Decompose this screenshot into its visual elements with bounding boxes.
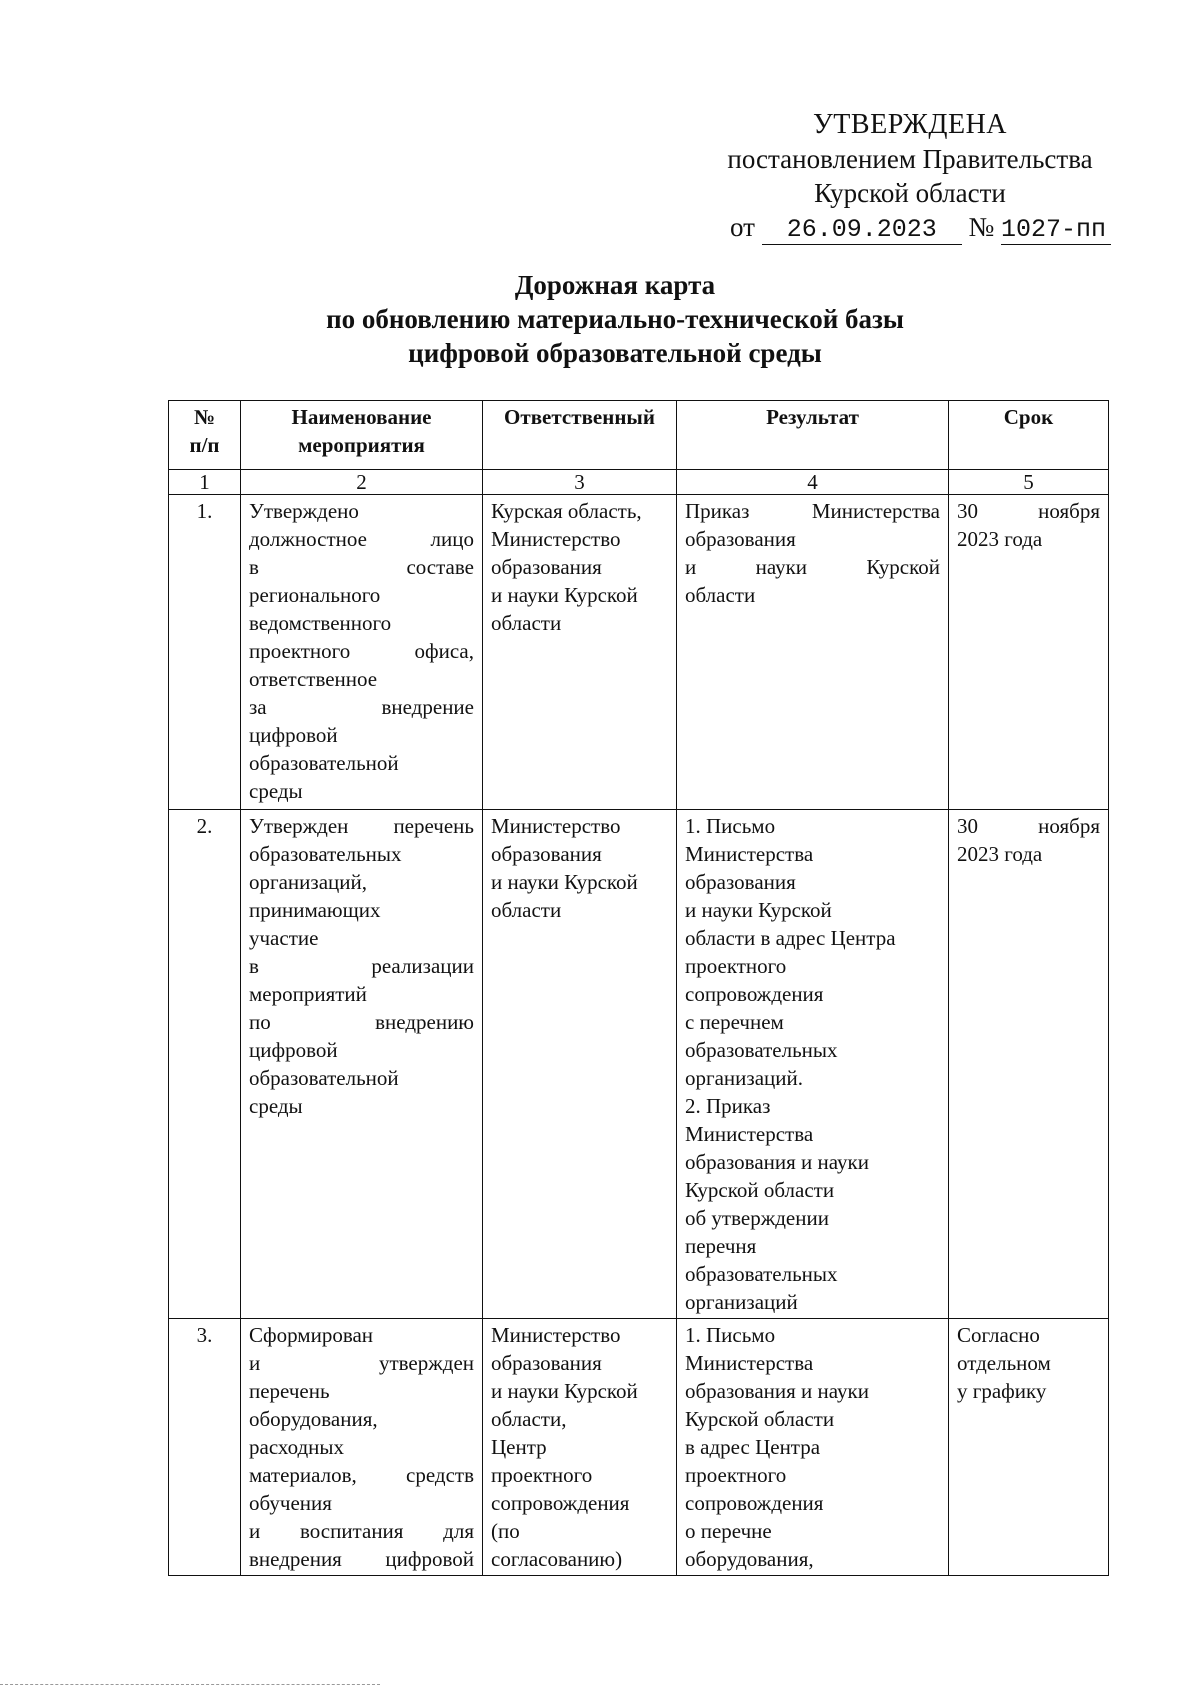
result-line: Курской области	[685, 1407, 835, 1431]
result-line: и науки Курской	[685, 898, 832, 922]
roadmap-table	[168, 400, 1109, 1576]
name-line: образовательной	[249, 1066, 399, 1090]
result-line: сопровождения	[685, 982, 824, 1006]
header-responsible: Ответственный	[483, 401, 677, 470]
result-line: сопровождения	[685, 1491, 824, 1515]
cell-name	[241, 810, 483, 1319]
responsible-line: образования	[491, 555, 602, 579]
result-line: проектного	[685, 954, 787, 978]
cell-deadline	[949, 495, 1109, 810]
responsible-line: области,	[491, 1407, 567, 1431]
row-number: 3.	[169, 1319, 241, 1576]
name-line: в составе	[249, 555, 474, 579]
document-title	[0, 268, 1200, 370]
deadline-line: 30 ноября	[957, 499, 1100, 523]
responsible-line: и науки Курской	[491, 583, 638, 607]
responsible-line: Центр	[491, 1435, 547, 1459]
responsible-line: и науки Курской	[491, 870, 638, 894]
responsible-line: образования	[491, 842, 602, 866]
name-line: перечень	[249, 1379, 330, 1403]
responsible-line: области	[491, 898, 562, 922]
name-line: материалов, средств	[249, 1463, 474, 1487]
name-line: участие	[249, 926, 319, 950]
deadline-line: 2023 года	[957, 527, 1043, 551]
cell-responsible	[483, 1319, 677, 1576]
name-line: Утверждено	[249, 499, 359, 523]
cell-result	[677, 495, 949, 810]
name-line: цифровой	[249, 723, 338, 747]
header-num-line-1: №	[193, 405, 216, 429]
result-line: области	[685, 583, 756, 607]
column-number: 5	[949, 470, 1109, 495]
name-line: среды	[249, 1094, 303, 1118]
deadline-line: Согласно	[957, 1323, 1040, 1347]
cell-responsible	[483, 495, 677, 810]
responsible-line: (по	[491, 1519, 520, 1543]
result-line: образования	[685, 527, 796, 551]
approval-line-1: постановлением Правительства	[727, 144, 1093, 174]
result-line: образовательных	[685, 1262, 838, 1286]
result-line: образования	[685, 870, 796, 894]
result-line: проектного	[685, 1463, 787, 1487]
name-line: ведомственного	[249, 611, 392, 635]
approval-from-label: от	[730, 212, 755, 242]
column-number: 2	[241, 470, 483, 495]
result-line: области в адрес Центра	[685, 926, 896, 950]
page-footer-rule	[0, 1684, 380, 1685]
cell-deadline	[949, 1319, 1109, 1576]
result-line: о перечне	[685, 1519, 772, 1543]
result-line: с перечнем	[685, 1010, 784, 1034]
result-line: оборудования,	[685, 1547, 814, 1571]
responsible-line: Министерство	[491, 1323, 621, 1347]
result-line: образовательных	[685, 1038, 838, 1062]
responsible-line: области	[491, 611, 562, 635]
name-line: и воспитания для	[249, 1519, 474, 1543]
header-name-line-1: Наименование	[291, 405, 432, 429]
name-line: оборудования,	[249, 1407, 378, 1431]
result-line: 2. Приказ	[685, 1094, 771, 1118]
table-row	[169, 495, 1109, 810]
name-line: организаций,	[249, 870, 367, 894]
column-number: 3	[483, 470, 677, 495]
deadline-line: 30 ноября	[957, 814, 1100, 838]
result-line: перечня	[685, 1234, 757, 1258]
name-line: принимающих	[249, 898, 381, 922]
row-number: 2.	[169, 810, 241, 1319]
cell-name	[241, 495, 483, 810]
name-line: образовательной	[249, 751, 399, 775]
name-line: Сформирован	[249, 1323, 374, 1347]
name-line: по внедрению	[249, 1010, 474, 1034]
header-num-line-2: п/п	[189, 433, 220, 457]
result-line: 1. Письмо	[685, 1323, 776, 1347]
result-line: в адрес Центра	[685, 1435, 821, 1459]
name-line: цифровой	[249, 1038, 338, 1062]
header-result: Результат	[677, 401, 949, 470]
title-line-1: Дорожная карта	[514, 270, 716, 300]
header-num	[169, 401, 241, 470]
name-line: должностное лицо	[249, 527, 474, 551]
name-line: проектного офиса,	[249, 639, 474, 663]
deadline-line: 2023 года	[957, 842, 1043, 866]
name-line: обучения	[249, 1491, 332, 1515]
cell-deadline	[949, 810, 1109, 1319]
result-line: организаций	[685, 1290, 798, 1314]
result-line: Министерства	[685, 1122, 814, 1146]
responsible-line: Курская область,	[491, 499, 642, 523]
header-deadline: Срок	[949, 401, 1109, 470]
approval-date: 26.09.2023	[762, 216, 962, 245]
approval-line-2: Курской области	[814, 178, 1006, 208]
responsible-line: согласованию)	[491, 1547, 623, 1571]
name-line: ответственное	[249, 667, 378, 691]
cell-responsible	[483, 810, 677, 1319]
result-line: Курской области	[685, 1178, 835, 1202]
approval-stamp	[700, 108, 1120, 244]
responsible-line: и науки Курской	[491, 1379, 638, 1403]
name-line: образовательных	[249, 842, 402, 866]
column-number-row	[169, 470, 1109, 495]
result-line: и науки Курской	[685, 555, 940, 579]
result-line: 1. Письмо	[685, 814, 776, 838]
name-line: за внедрение	[249, 695, 474, 719]
header-name	[241, 401, 483, 470]
responsible-line: образования	[491, 1351, 602, 1375]
result-line: Министерства	[685, 842, 814, 866]
result-line: организаций.	[685, 1066, 803, 1090]
approval-date-line	[730, 210, 1130, 245]
table-row	[169, 810, 1109, 1319]
approval-title: УТВЕРЖДЕНА	[812, 109, 1008, 140]
name-line: Утвержден перечень	[249, 814, 474, 838]
table-row	[169, 1319, 1109, 1576]
result-line: образования и науки	[685, 1150, 869, 1174]
result-line: образования и науки	[685, 1379, 869, 1403]
title-line-2: по обновлению материально-технической базы	[326, 304, 904, 334]
name-line: мероприятий	[249, 982, 367, 1006]
approval-number-label: №	[968, 212, 995, 242]
name-line: и утвержден	[249, 1351, 474, 1375]
responsible-line: Министерство	[491, 527, 621, 551]
name-line: внедрения цифровой	[249, 1547, 474, 1571]
result-line: об утверждении	[685, 1206, 829, 1230]
name-line: среды	[249, 779, 303, 803]
cell-result	[677, 1319, 949, 1576]
approval-number: 1027-пп	[1001, 216, 1111, 245]
row-number: 1.	[169, 495, 241, 810]
responsible-line: сопровождения	[491, 1491, 630, 1515]
name-line: в реализации	[249, 954, 474, 978]
result-line: Приказ Министерства	[685, 499, 940, 523]
name-line: регионального	[249, 583, 381, 607]
responsible-line: проектного	[491, 1463, 593, 1487]
result-line: Министерства	[685, 1351, 814, 1375]
column-number: 1	[169, 470, 241, 495]
table-header-row	[169, 401, 1109, 470]
responsible-line: Министерство	[491, 814, 621, 838]
header-name-line-2: мероприятия	[298, 433, 425, 457]
cell-result	[677, 810, 949, 1319]
column-number: 4	[677, 470, 949, 495]
cell-name	[241, 1319, 483, 1576]
deadline-line: отдельном	[957, 1351, 1051, 1375]
deadline-line: у графику	[957, 1379, 1047, 1403]
title-line-3: цифровой образовательной среды	[408, 338, 822, 368]
name-line: расходных	[249, 1435, 344, 1459]
